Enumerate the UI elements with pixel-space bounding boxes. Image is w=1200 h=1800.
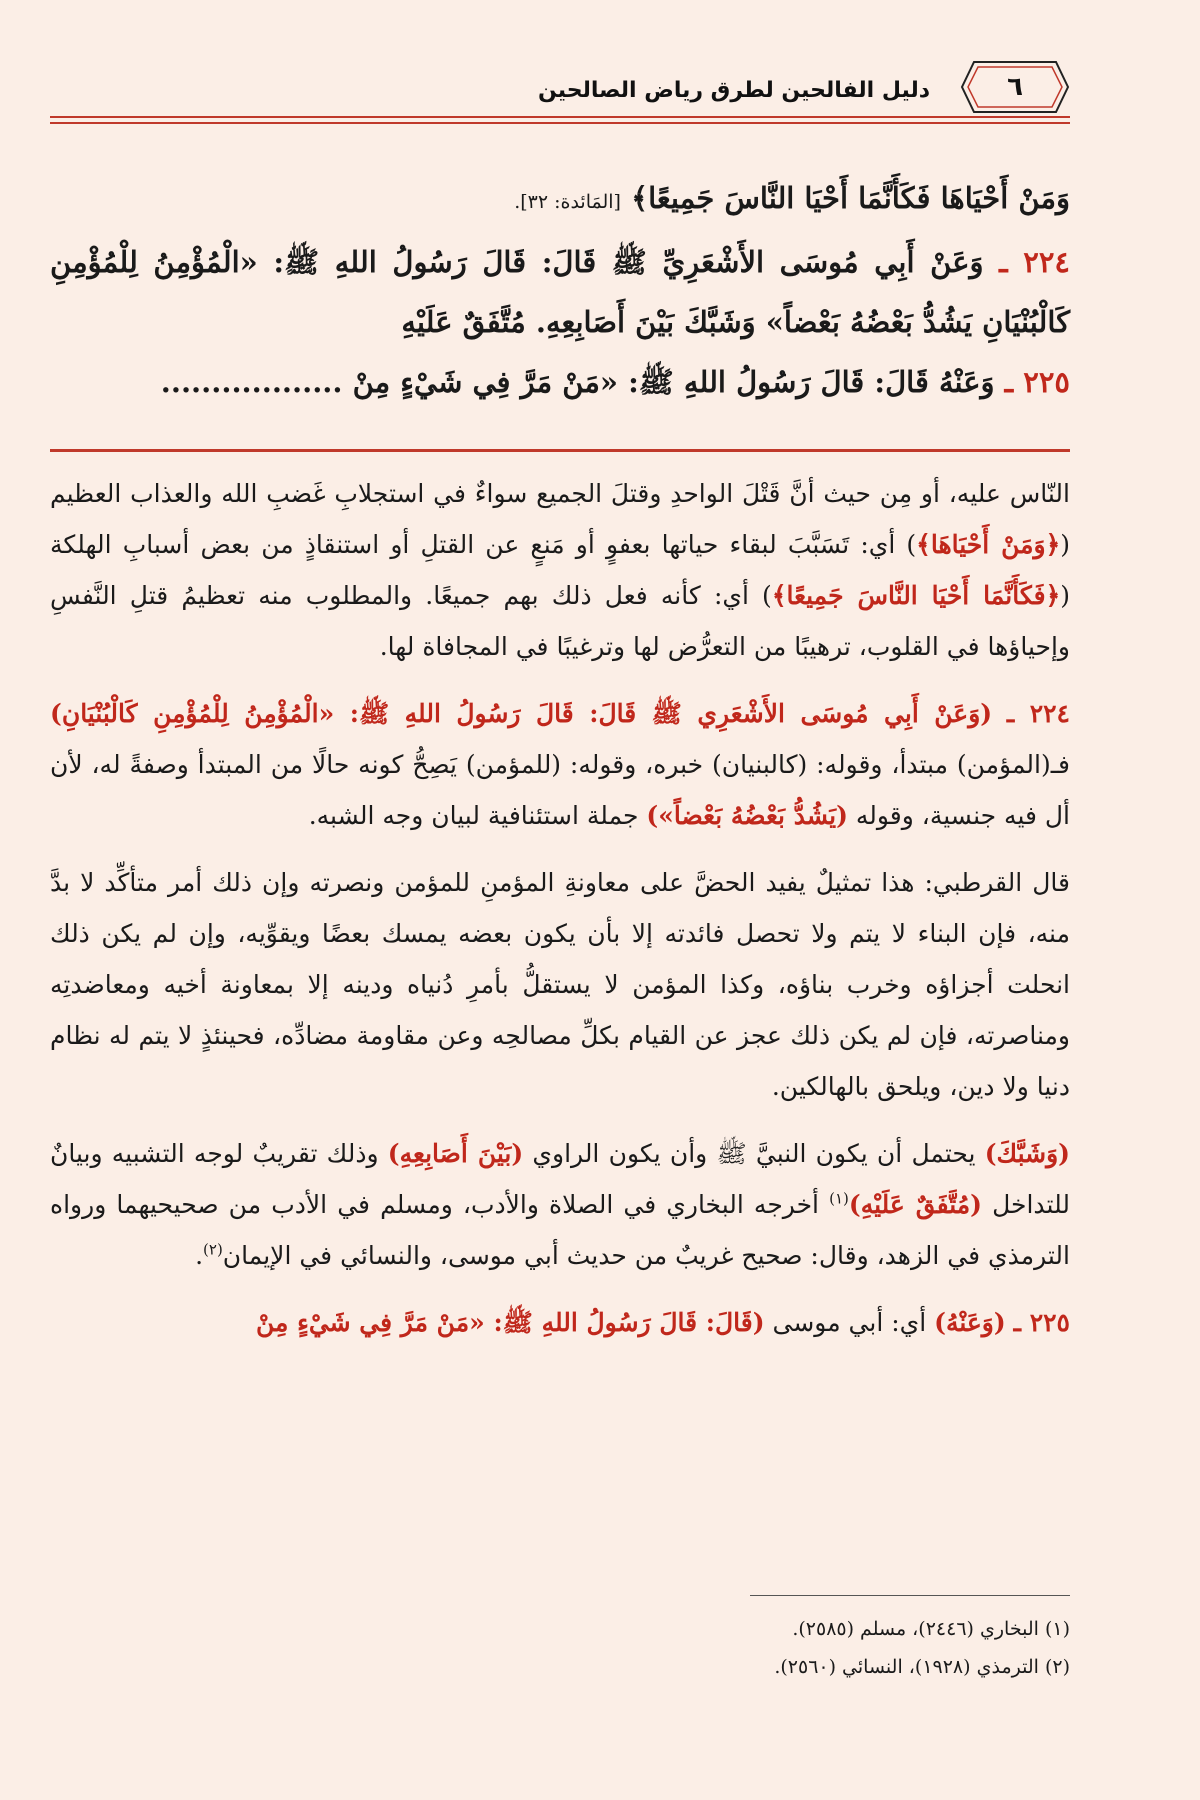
commentary-paragraph: قال القرطبي: هذا تمثيلٌ يفيد الحضَّ على معاونةِ المؤمنِ للمؤمن ونصرته وإن ذلك أمر متأكِّد لا بدَّ منه، فإن البناء لا يتم ولا تحصل فائدته إلا بأن يكون بعضه يمسك بعضًا ويقوِّيه، وإن لم يكن ذلك انحلت أجزاؤه وخرب بناؤه، وكذا المؤمن لا يستقلُّ بأمرِ دُنياه ودينه إلا بمعاونة أخيه ومعاضدتِه ومناصرته، فإن لم يكن ذلك عجز عن القيام بكلِّ مصالحِه وعن مقاومة مضادِّه، فحينئذٍ لا يتم له نظام دنيا ولا دين، ويلحق بالهالكين. (50, 868, 1070, 1101)
verse-reference: [المَائدة: ٣٢]. (514, 191, 621, 213)
page-number-frame (960, 60, 1070, 114)
hadith-number: ٢٢٤ ـ (999, 245, 1071, 279)
commentary-paragraph (50, 1297, 1070, 1348)
commentary-paragraph (50, 1128, 1070, 1281)
hadith-224 (50, 232, 1070, 352)
hadith-number: ٢٢٥ ـ (1004, 365, 1070, 399)
hadith-quote: (وَعَنْ أَبِي مُوسَى الأَشْعَرِي ﷺ قَالَ: قَالَ رَسُولُ اللهِ ﷺ: «الْمُؤْمِنُ لِلْمُؤْمِنِ كَالْبُنْيَانِ) (50, 699, 993, 728)
quran-verse: وَمَنْ أَحْيَاهَا فَكَأَنَّمَا أَحْيَا النَّاسَ جَمِيعًا﴾ (631, 181, 1070, 215)
footnote-ref[interactable]: (٢) (203, 1240, 223, 1259)
text-run: يحتمل أن يكون النبيَّ ﷺ وأن يكون الراوي (523, 1139, 985, 1168)
hadith-text: وَعَنْهُ قَالَ: قَالَ رَسُولُ اللهِ ﷺ: «مَنْ مَرَّ فِي شَيْءٍ مِنْ .................. (160, 365, 995, 399)
text-run: وذلك تقريبٌ لوجه التشبيه وبيانٌ للتداخل (50, 1139, 1070, 1219)
header-rule (50, 116, 1070, 118)
hadith-quote: (وَعَنْهُ) (934, 1308, 1006, 1337)
footnote-divider (750, 1595, 1070, 1596)
page-number: ٦ (1007, 72, 1023, 102)
text-run: جملة استئنافية لبيان وجه الشبه. (308, 801, 647, 830)
footnotes (50, 1610, 1070, 1686)
text-run: النّاس عليه، أو مِن حيث أنَّ قَتْلَ الواحدِ وقتلَ الجميع سواءٌ في استجلابِ غَضبِ الله والعذاب العظيم ( (50, 479, 1070, 559)
commentary-paragraph (50, 688, 1070, 841)
hadith-225 (50, 352, 1070, 412)
commentary-section (50, 468, 1070, 1348)
text-run: فـ(المؤمن) مبتدأ، وقوله: (كالبنيان) خبره، وقوله: (للمؤمن) يَصِحُّ كونه حالًا من المبتدأ وصفةً له، لأن أل فيه جنسية، وقوله (50, 750, 1070, 830)
quran-verse-line (50, 168, 1070, 232)
header-rule-inner (50, 122, 1070, 124)
text-run: . (195, 1241, 204, 1270)
hadith-quote: (قَالَ: قَالَ رَسُولُ اللهِ ﷺ: «مَنْ مَرَّ فِي شَيْءٍ مِنْ (255, 1308, 765, 1337)
hadith-number: ٢٢٤ ـ (1006, 699, 1070, 728)
text-run: ) أي: كأنه فعل ذلك بهم جميعًا. والمطلوب منه تعظيمُ قتلِ النَّفسِ وإحياؤها في القلوب، ترهيبًا من التعرُّض لها وترغيبًا في المجافاة لها. (50, 581, 1070, 661)
hadith-quote: (يَشُدُّ بَعْضُهُ بَعْضاً») (646, 801, 848, 830)
footnote: (٢) الترمذي (١٩٢٨)، النسائي (٢٥٦٠). (774, 1656, 1070, 1678)
hadith-quote: (بَيْنَ أَصَابِعِهِ) (387, 1139, 524, 1168)
text-run: أخرجه البخاري في الصلاة والأدب، ومسلم في الأدب من صحيحيهما ورواه الترمذي في الزهد، وقال: صحيح غريبٌ من حديث أبي موسى، والنسائي في الإيمان (50, 1190, 1070, 1270)
commentary-paragraph (50, 468, 1070, 672)
hadith-number: ٢٢٥ ـ (1013, 1308, 1070, 1337)
text-run: ) أي: تَسَبَّبَ لبقاء حياتها بعفوٍ أو مَنعٍ عن القتلِ أو استنقاذٍ من بعض أسبابِ الهلكة ( (50, 530, 1070, 610)
running-title: دليل الفالحين لطرق رياض الصالحين (537, 78, 930, 103)
hadith-quote: (وَشَبَّكَ) (984, 1139, 1070, 1168)
hadith-quote: (مُتَّفَقٌ عَلَيْهِ) (848, 1190, 982, 1219)
matn-section (50, 168, 1070, 412)
quran-quote: ﴿فَكَأَنَّمَا أَحْيَا النَّاسَ جَمِيعًا﴾ (771, 581, 1061, 610)
quran-quote: ﴿وَمَنْ أَحْيَاهَا﴾ (916, 530, 1061, 559)
footnote-ref[interactable]: (١) (829, 1189, 849, 1208)
matn-divider (50, 449, 1070, 452)
footnote: (١) البخاري (٢٤٤٦)، مسلم (٢٥٨٥). (792, 1618, 1070, 1640)
hadith-text: وَعَنْ أَبِي مُوسَى الأَشْعَرِيِّ ﷺ قَالَ: قَالَ رَسُولُ اللهِ ﷺ: «الْمُؤْمِنُ لِلْمُؤْمِنِ كَالْبُنْيَانِ يَشُدُّ بَعْضُهُ بَعْضاً» وَشَبَّكَ بَيْنَ أَصَابِعِهِ. مُتَّفَقٌ عَلَيْهِ (50, 245, 1070, 339)
text-run: أي: أبي موسى (764, 1308, 935, 1337)
